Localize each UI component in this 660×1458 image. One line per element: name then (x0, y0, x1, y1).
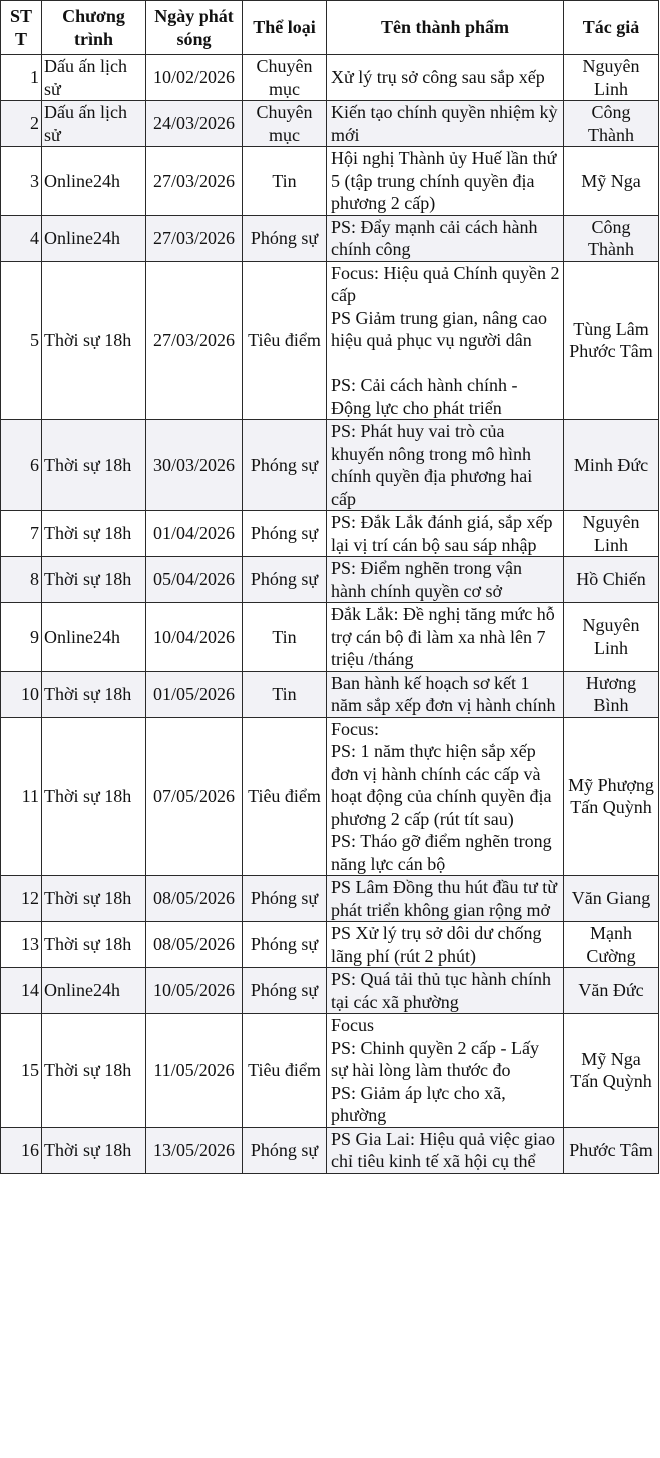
cell-title: Xử lý trụ sở công sau sắp xếp (327, 55, 564, 101)
cell-program: Dấu ấn lịch sử (42, 55, 146, 101)
cell-air-date: 01/04/2026 (146, 511, 243, 557)
cell-stt: 13 (1, 922, 42, 968)
cell-air-date: 05/04/2026 (146, 557, 243, 603)
cell-author: Công Thành (564, 101, 659, 147)
cell-air-date: 10/04/2026 (146, 603, 243, 672)
cell-program: Online24h (42, 968, 146, 1014)
cell-category: Tiêu điểm (243, 717, 327, 876)
table-row (1, 922, 659, 968)
cell-category: Phóng sự (243, 511, 327, 557)
header-air-date: Ngày phát sóng (146, 1, 243, 55)
cell-category: Phóng sự (243, 876, 327, 922)
cell-category: Phóng sự (243, 557, 327, 603)
cell-stt: 6 (1, 420, 42, 511)
table-row (1, 876, 659, 922)
cell-author: Hương Bình (564, 671, 659, 717)
cell-stt: 11 (1, 717, 42, 876)
cell-author: Minh Đức (564, 420, 659, 511)
header-title: Tên thành phẩm (327, 1, 564, 55)
cell-program: Thời sự 18h (42, 922, 146, 968)
cell-air-date: 27/03/2026 (146, 215, 243, 261)
cell-program: Thời sự 18h (42, 511, 146, 557)
cell-title: PS Gia Lai: Hiệu quả việc giao chỉ tiêu kinh tế xã hội cụ thể (327, 1127, 564, 1173)
cell-author: Văn Giang (564, 876, 659, 922)
table-row (1, 1127, 659, 1173)
cell-author: Tùng Lâm Phước Tâm (564, 261, 659, 420)
cell-title: PS Xử lý trụ sở dôi dư chống lãng phí (rút 2 phút) (327, 922, 564, 968)
header-author: Tác giả (564, 1, 659, 55)
table-row (1, 147, 659, 216)
table-row (1, 968, 659, 1014)
cell-author: Nguyên Linh (564, 511, 659, 557)
cell-air-date: 30/03/2026 (146, 420, 243, 511)
cell-author: Mạnh Cường (564, 922, 659, 968)
table-row (1, 215, 659, 261)
cell-stt: 3 (1, 147, 42, 216)
cell-air-date: 27/03/2026 (146, 147, 243, 216)
table-row (1, 557, 659, 603)
cell-category: Tiêu điểm (243, 261, 327, 420)
cell-stt: 9 (1, 603, 42, 672)
cell-category: Chuyên mục (243, 101, 327, 147)
cell-title: Kiến tạo chính quyền nhiệm kỳ mới (327, 101, 564, 147)
cell-stt: 5 (1, 261, 42, 420)
cell-air-date: 10/02/2026 (146, 55, 243, 101)
cell-author: Nguyên Linh (564, 603, 659, 672)
cell-category: Tin (243, 603, 327, 672)
cell-category: Phóng sự (243, 1127, 327, 1173)
cell-air-date: 24/03/2026 (146, 101, 243, 147)
cell-air-date: 11/05/2026 (146, 1014, 243, 1128)
cell-air-date: 01/05/2026 (146, 671, 243, 717)
cell-program: Thời sự 18h (42, 876, 146, 922)
cell-title: Focus: PS: 1 năm thực hiện sắp xếp đơn vị hành chính các cấp và hoạt động của chính quyền địa phương 2 cấp (rút tít sau) PS: Tháo gỡ điểm nghẽn trong năng lực cán bộ (327, 717, 564, 876)
header-category: Thể loại (243, 1, 327, 55)
cell-category: Phóng sự (243, 968, 327, 1014)
cell-category: Phóng sự (243, 420, 327, 511)
cell-program: Thời sự 18h (42, 1014, 146, 1128)
cell-stt: 8 (1, 557, 42, 603)
cell-title: Hội nghị Thành ủy Huế lần thứ 5 (tập trung chính quyền địa phương 2 cấp) (327, 147, 564, 216)
cell-program: Thời sự 18h (42, 420, 146, 511)
table-row (1, 671, 659, 717)
cell-stt: 2 (1, 101, 42, 147)
cell-title: Đắk Lắk: Đề nghị tăng mức hỗ trợ cán bộ đi làm xa nhà lên 7 triệu /tháng (327, 603, 564, 672)
cell-program: Online24h (42, 147, 146, 216)
cell-program: Dấu ấn lịch sử (42, 101, 146, 147)
cell-stt: 16 (1, 1127, 42, 1173)
cell-author: Phước Tâm (564, 1127, 659, 1173)
cell-title: PS: Điểm nghẽn trong vận hành chính quyền cơ sở (327, 557, 564, 603)
cell-author: Mỹ Phượng Tấn Quỳnh (564, 717, 659, 876)
cell-title: PS: Phát huy vai trò của khuyến nông trong mô hình chính quyền địa phương hai cấp (327, 420, 564, 511)
cell-author: Mỹ Nga (564, 147, 659, 216)
cell-air-date: 07/05/2026 (146, 717, 243, 876)
cell-category: Tin (243, 671, 327, 717)
cell-program: Thời sự 18h (42, 717, 146, 876)
cell-title: PS: Đẩy mạnh cải cách hành chính công (327, 215, 564, 261)
cell-category: Tiêu điểm (243, 1014, 327, 1128)
cell-author: Văn Đức (564, 968, 659, 1014)
table-row (1, 717, 659, 876)
table-row (1, 261, 659, 420)
cell-program: Thời sự 18h (42, 261, 146, 420)
header-stt: STT (1, 1, 42, 55)
cell-air-date: 08/05/2026 (146, 876, 243, 922)
cell-stt: 1 (1, 55, 42, 101)
cell-author: Mỹ Nga Tấn Quỳnh (564, 1014, 659, 1128)
cell-title: Focus PS: Chinh quyền 2 cấp - Lấy sự hài lòng làm thước đo PS: Giảm áp lực cho xã, phường (327, 1014, 564, 1128)
table-row (1, 420, 659, 511)
cell-author: Hồ Chiến (564, 557, 659, 603)
cell-author: Nguyên Linh (564, 55, 659, 101)
cell-title: PS: Quá tải thủ tục hành chính tại các xã phường (327, 968, 564, 1014)
cell-program: Thời sự 18h (42, 671, 146, 717)
cell-category: Phóng sự (243, 215, 327, 261)
table-row (1, 511, 659, 557)
table-row (1, 1014, 659, 1128)
cell-category: Phóng sự (243, 922, 327, 968)
cell-title: PS: Đắk Lắk đánh giá, sắp xếp lại vị trí cán bộ sau sáp nhập (327, 511, 564, 557)
cell-program: Online24h (42, 603, 146, 672)
cell-stt: 15 (1, 1014, 42, 1128)
cell-stt: 7 (1, 511, 42, 557)
cell-category: Tin (243, 147, 327, 216)
cell-title: Focus: Hiệu quả Chính quyền 2 cấp PS Giảm trung gian, nâng cao hiệu quả phục vụ người dân PS: Cải cách hành chính - Động lực cho phát triển (327, 261, 564, 420)
cell-air-date: 13/05/2026 (146, 1127, 243, 1173)
table-row (1, 55, 659, 101)
cell-category: Chuyên mục (243, 55, 327, 101)
cell-air-date: 27/03/2026 (146, 261, 243, 420)
cell-author: Công Thành (564, 215, 659, 261)
cell-stt: 14 (1, 968, 42, 1014)
cell-program: Online24h (42, 215, 146, 261)
cell-title: Ban hành kế hoạch sơ kết 1 năm sắp xếp đơn vị hành chính (327, 671, 564, 717)
table-row (1, 603, 659, 672)
cell-stt: 10 (1, 671, 42, 717)
header-row (1, 1, 659, 55)
cell-stt: 12 (1, 876, 42, 922)
cell-program: Thời sự 18h (42, 1127, 146, 1173)
cell-air-date: 08/05/2026 (146, 922, 243, 968)
cell-program: Thời sự 18h (42, 557, 146, 603)
cell-air-date: 10/05/2026 (146, 968, 243, 1014)
header-program: Chương trình (42, 1, 146, 55)
table-row (1, 101, 659, 147)
cell-title: PS Lâm Đồng thu hút đầu tư từ phát triển không gian rộng mở (327, 876, 564, 922)
cell-stt: 4 (1, 215, 42, 261)
